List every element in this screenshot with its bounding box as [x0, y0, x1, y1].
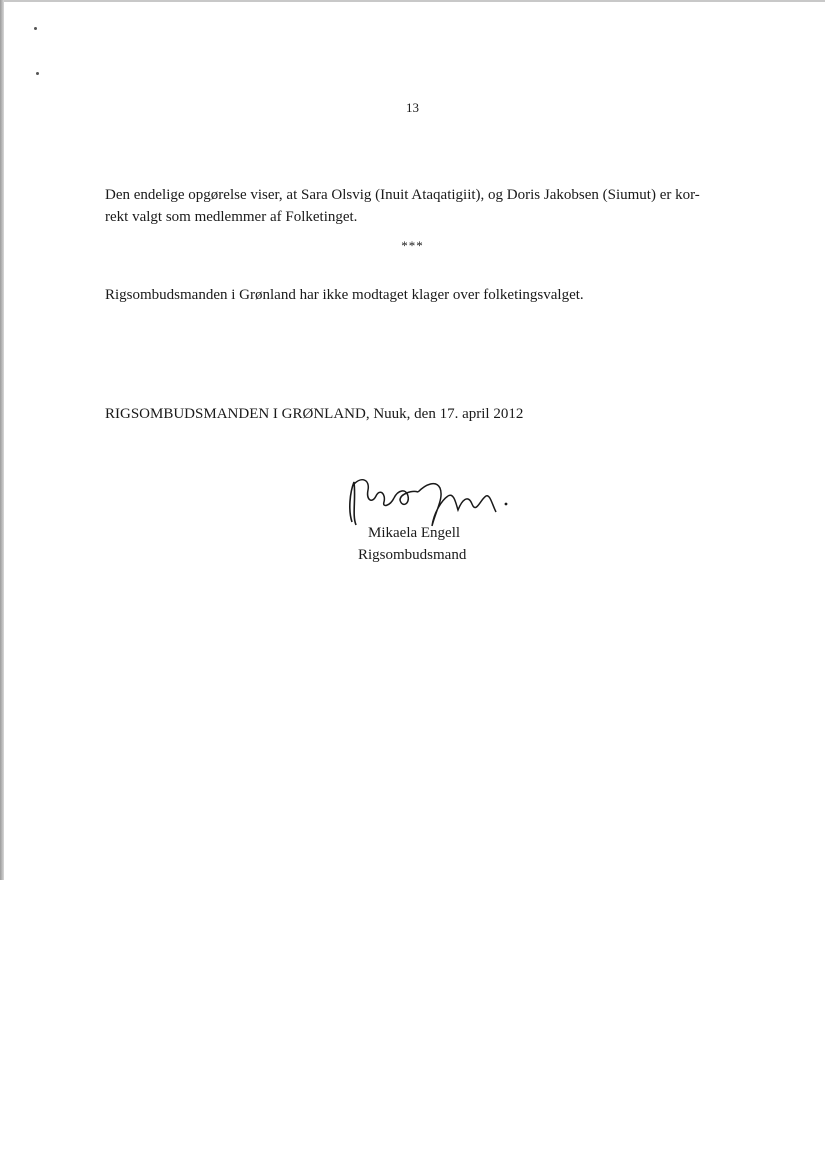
paragraph-line: Den endelige opgørelse viser, at Sara Olsvig (Inuit Ataqatigiit), og Doris Jakobsen (Siumut) er kor- [105, 187, 700, 203]
signer-name: Mikaela Engell [368, 525, 461, 541]
signer-title: Rigsombudsmand [358, 547, 467, 563]
paragraph-complaints: Rigsombudsmanden i Grønland har ikke modtaget klager over folketingsvalget. [105, 287, 584, 303]
scan-speck [36, 72, 39, 75]
section-separator: *** [401, 238, 424, 253]
scan-edge-top [0, 0, 825, 2]
page-number: 13 [406, 100, 419, 115]
paragraph-line: rekt valgt som medlemmer af Folketinget. [105, 209, 358, 225]
scan-edge-left [0, 0, 4, 880]
dateline: RIGSOMBUDSMANDEN I GRØNLAND, Nuuk, den 17. april 2012 [105, 406, 524, 422]
paragraph-election-result [105, 184, 725, 228]
scan-speck [34, 27, 37, 30]
